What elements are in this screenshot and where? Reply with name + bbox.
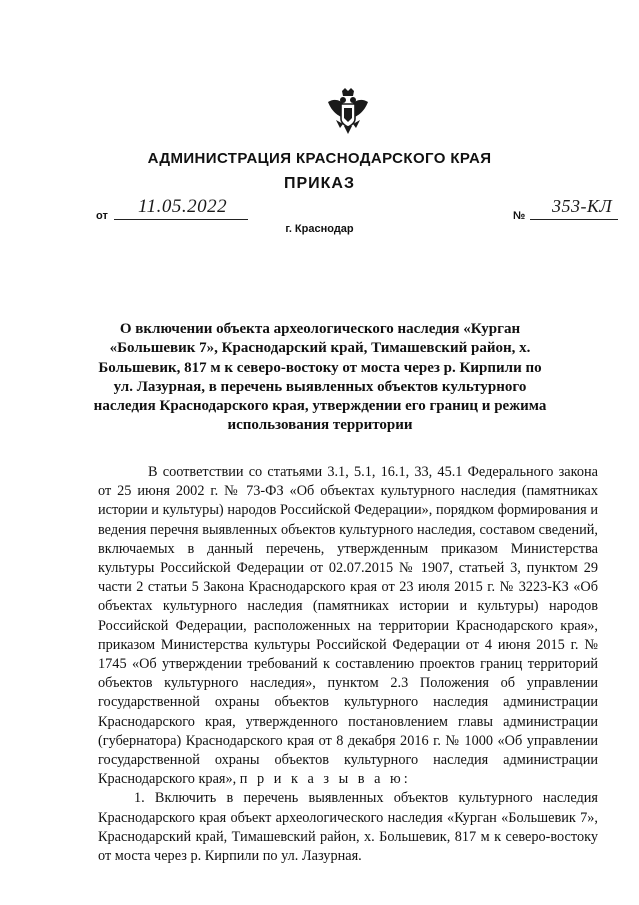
number-value: 353-КЛ — [552, 196, 613, 216]
date-label: от — [96, 210, 108, 222]
preamble-text: В соответствии со статьями 3.1, 5.1, 16.1, 33, 45.1 Федерального закона от 25 июня 2002 г. № 73-ФЗ «Об объектах культурного наследия (памятниках истории и культуры) народов Российской Федерации», порядком формирования и ведения перечня выявленных объектов культурного наследия, составом сведений, включаемых в данный перечень, утвержденным приказом Министерства культуры Российской Федерации от 02.07.2015 № 1907, статьей 3, пунктом 29 части 2 статьи 5 Закона Краснодарского края от 23 июля 2015 г. № 3223-КЗ «Об объектах культурного наследия (памятниках истории и культуры) народов Российской Федерации, расположенных на территории Краснодарского края», приказом Министерства культуры Российской Федерации от 4 июня 2015 г. № 1745 «Об утверждении требований к составлению проектов границ территорий объектов культурного наследия», пунктом 2.3 Положения об управлении государственной охраны объектов культурного наследия администрации Краснодарского края, утвержденного постановлением главы администрации (губернатора) Краснодарского края от 8 декабря 2016 г. № 1000 «Об управлении государственной охраны объектов культурного наследия администрации Краснодарского края», — [98, 464, 598, 788]
date-underline — [114, 219, 248, 220]
number-underline — [530, 219, 618, 220]
paragraph-preamble — [98, 463, 598, 789]
organization-name: АДМИНИСТРАЦИЯ КРАСНОДАРСКОГО КРАЯ — [147, 150, 492, 167]
document-title: О включении объекта археологического наследия «Курган «Большевик 7», Краснодарский край, Тимашевский район, х. Большевик, 817 м к северо-востоку от моста через р. Кирпили по ул. Лазурная, в перечень выявленных объектов культурного наследия Краснодарского края, утверждении его границ и режима использования территории — [93, 321, 547, 434]
date-value: 11.05.2022 — [138, 196, 228, 217]
document-type: ПРИКАЗ — [283, 175, 355, 192]
document-body — [98, 463, 598, 866]
city: г. Краснодар — [285, 223, 354, 235]
coat-of-arms-icon — [326, 88, 370, 136]
paragraph-item-1: 1. Включить в перечень выявленных объектов культурного наследия Краснодарского края объект археологического наследия «Курган «Большевик 7», Краснодарский край, Тимашевский район, х. Большевик, 817 м к северо-востоку от моста через р. Кирпили по ул. Лазурная. — [98, 790, 598, 865]
number-label: № — [513, 210, 526, 222]
order-word: п р и к а з ы в а ю: — [239, 771, 411, 788]
